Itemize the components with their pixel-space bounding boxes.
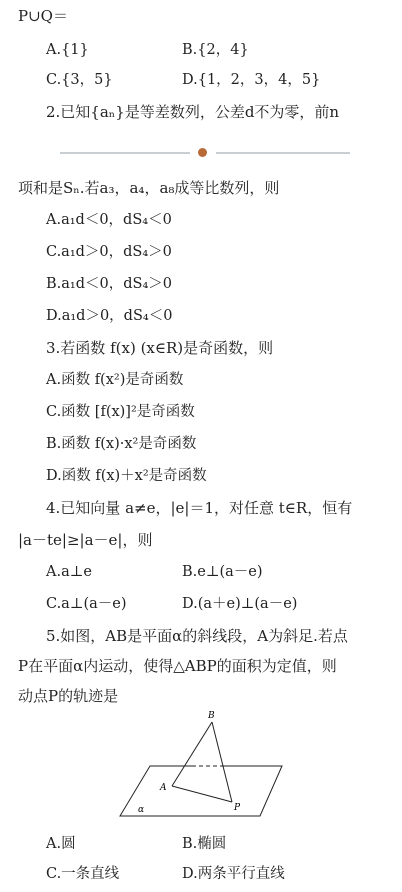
q5-stem-2: P在平面α内运动，使得△ABP的面积为定值，则: [18, 657, 337, 675]
q2-option-d: D.a₁d＞0，dS₄＜0: [46, 308, 173, 324]
geometry-figure: [110, 708, 300, 826]
q3-stem: 3.若函数 f(x) (x∈R)是奇函数，则: [46, 339, 274, 357]
line-pq: P∪Q＝: [18, 7, 68, 25]
divider-dot-icon: [198, 148, 207, 157]
q3-option-b: B.函数 f(x)·x²是奇函数: [46, 436, 197, 452]
q2-stem-1: 2.已知{aₙ}是等差数列，公差d不为零，前n: [46, 103, 340, 121]
label-alpha: α: [138, 805, 145, 815]
q2-option-c: C.a₁d＞0，dS₄＞0: [46, 244, 172, 260]
q4-option-d: D.(a＋e)⊥(a－e): [182, 596, 298, 612]
divider-left-bar: [60, 152, 190, 154]
q4-stem-1: 4.已知向量 a≠e，|e|＝1，对任意 t∈R，恒有: [46, 499, 353, 517]
q2-option-a: A.a₁d＜0，dS₄＜0: [46, 212, 172, 228]
q5-option-b: B.椭圆: [182, 836, 227, 852]
q5-stem-1: 5.如图，AB是平面α的斜线段，A为斜足.若点: [46, 627, 348, 645]
q1-option-c: C.{3，5}: [46, 72, 113, 88]
plane-alpha: [120, 766, 282, 816]
q1-option-d: D.{1，2，3，4，5}: [182, 72, 321, 88]
q4-stem-2: |a－te|≥|a－e|，则: [18, 531, 153, 549]
divider: [60, 146, 350, 160]
q1-option-a: A.{1}: [46, 42, 89, 58]
segment-ap: [172, 786, 232, 802]
q2-option-b: B.a₁d＜0，dS₄＞0: [46, 276, 172, 292]
q5-stem-3: 动点P的轨迹是: [18, 687, 119, 705]
label-a: A: [160, 783, 167, 793]
divider-right-bar: [216, 152, 350, 154]
q2-stem-2: 项和是Sₙ.若a₃，a₄，a₈成等比数列，则: [18, 179, 280, 197]
q3-option-a: A.函数 f(x²)是奇函数: [46, 372, 184, 388]
q5-option-a: A.圆: [46, 836, 76, 852]
q4-option-c: C.a⊥(a－e): [46, 596, 127, 612]
label-p: P: [234, 803, 241, 813]
label-b: B: [208, 711, 215, 721]
segment-bp: [212, 722, 232, 802]
q3-option-d: D.函数 f(x)＋x²是奇函数: [46, 468, 207, 484]
q4-option-a: A.a⊥e: [46, 564, 92, 580]
q5-option-c: C.一条直线: [46, 866, 120, 882]
q5-option-d: D.两条平行直线: [182, 866, 285, 882]
q3-option-c: C.函数 [f(x)]²是奇函数: [46, 404, 195, 420]
segment-ab: [172, 722, 212, 786]
q4-option-b: B.e⊥(a－e): [182, 564, 263, 580]
q1-option-b: B.{2，4}: [182, 42, 249, 58]
